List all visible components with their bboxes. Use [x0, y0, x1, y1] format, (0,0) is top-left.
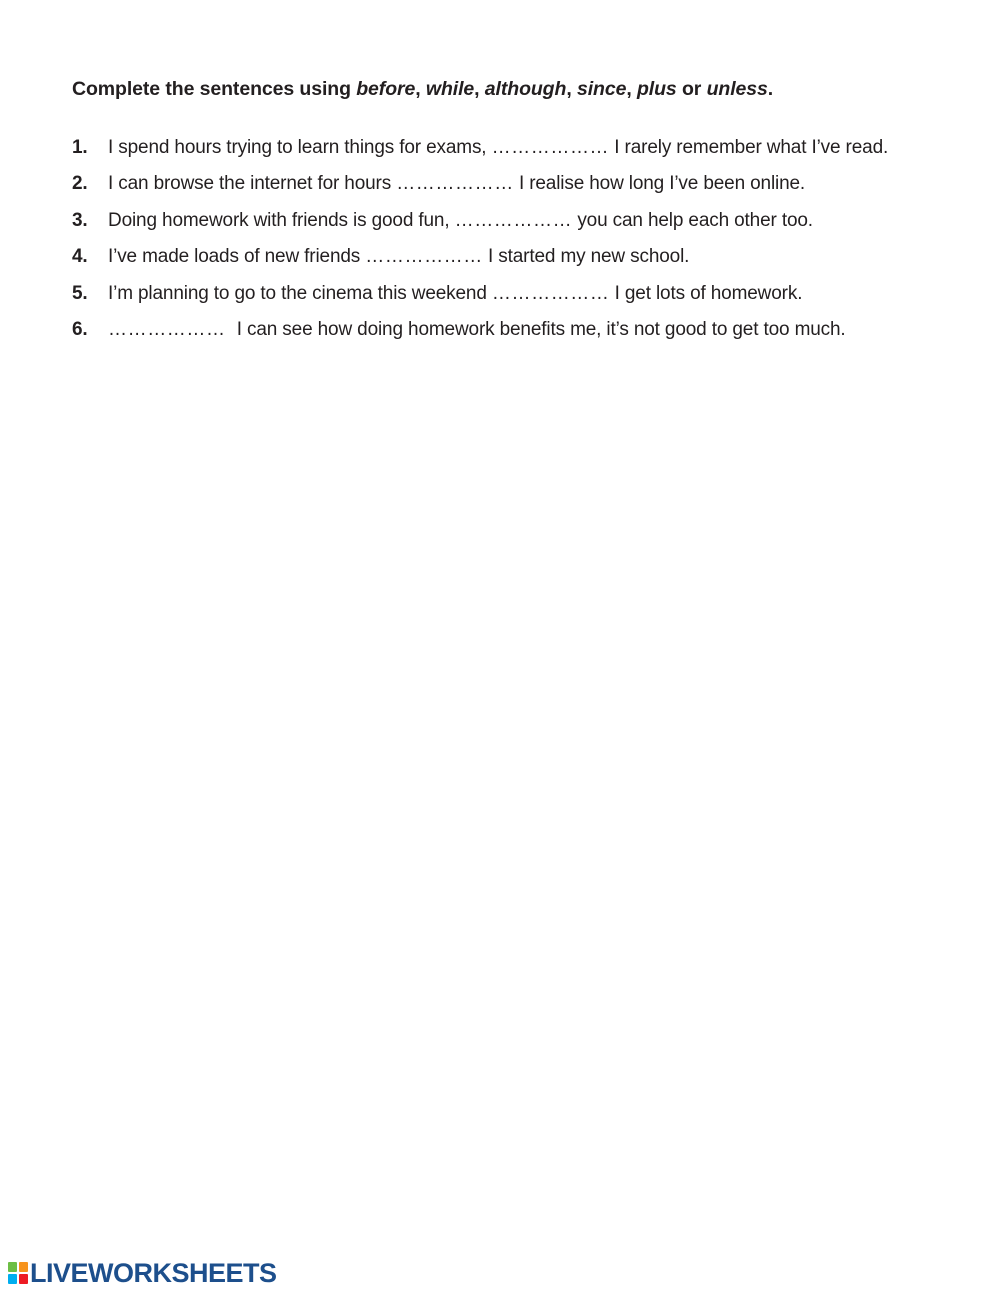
item-number: 2.: [72, 173, 88, 195]
sentence-end: you can help each other too.: [572, 209, 813, 231]
item-number: 4.: [72, 246, 88, 268]
instructions-prefix: Complete the sentences using: [72, 78, 357, 100]
liveworksheets-logo: [8, 1259, 277, 1287]
sentence-start: I spend hours trying to learn things for exams,: [108, 137, 492, 158]
item-number: 3.: [72, 209, 88, 231]
sentence-end: I can see how doing homework benefits me, it’s not good to get too much.: [231, 318, 846, 340]
answer-blank[interactable]: ………………: [454, 209, 573, 231]
sentence-start: I’ve made loads of new friends: [108, 246, 366, 268]
item-number: 5.: [72, 282, 88, 304]
list-item: [72, 281, 888, 317]
answer-blank[interactable]: ………………: [491, 137, 610, 158]
sentence-start: I’m planning to go to the cinema this weekend: [108, 282, 492, 304]
word-plus: plus: [636, 78, 677, 100]
answer-blank[interactable]: ………………: [396, 173, 514, 195]
sentence-end: I rarely remember what I’ve read.: [609, 137, 889, 158]
word-while: while: [425, 78, 475, 100]
sentence-start: Doing homework with friends is good fun,: [108, 209, 455, 231]
word-although: although: [484, 78, 567, 100]
item-number: 6.: [72, 318, 88, 340]
list-item: [72, 317, 888, 353]
answer-blank[interactable]: ………………: [491, 282, 610, 304]
logo-text: LIVEWORKSHEETS: [30, 1258, 277, 1288]
list-item: [72, 135, 888, 171]
word-unless: unless: [706, 78, 768, 100]
word-since: since: [576, 78, 627, 100]
list-item: [72, 208, 888, 244]
answer-blank[interactable]: ………………: [365, 246, 483, 268]
answer-blank[interactable]: ………………: [108, 318, 226, 340]
word-before: before: [356, 78, 416, 100]
list-item: [72, 244, 888, 280]
sentence-start: I can browse the internet for hours: [108, 173, 397, 195]
liveworksheets-logo-icon: [8, 1262, 28, 1284]
list-item: [72, 171, 888, 207]
sentence-list: [72, 135, 888, 353]
instructions: Complete the sentences using before, while, although, since, plus or unless.: [72, 78, 774, 100]
item-number: 1.: [72, 137, 88, 158]
sentence-end: I started my new school.: [482, 246, 690, 268]
sentence-end: I get lots of homework.: [609, 282, 803, 304]
sentence-end: I realise how long I’ve been online.: [513, 173, 806, 195]
